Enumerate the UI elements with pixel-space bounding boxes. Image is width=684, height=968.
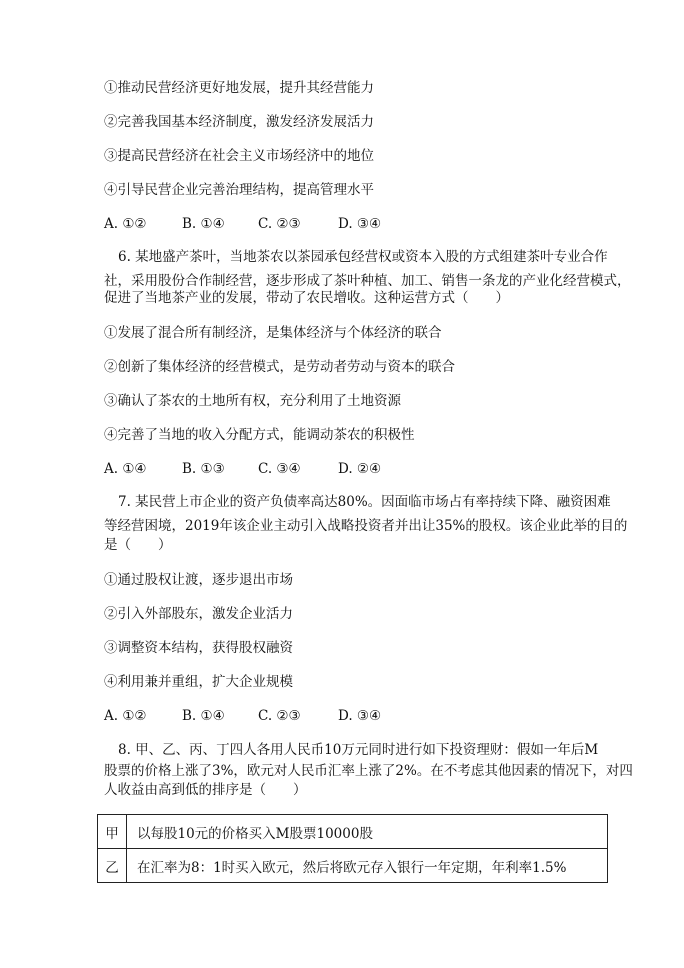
q6-options [104,460,381,478]
q5-option-b: B. ①④ [182,216,225,232]
q8-stem-line-2: 股票的价格上涨了3%，欧元对人民币汇率上涨了2%。在不考虑其他因素的情况下，对四 [104,763,633,779]
q6-option-a: A. ①④ [104,461,147,477]
q7-stem-line-3: 是（ ） [104,537,172,553]
q6-stem-line-3: 促进了当地茶产业的发展，带动了农民增收。这种运营方式（ ） [104,290,509,306]
q5-option-c: C. ②③ [258,216,301,232]
q7-option-d: D. ③④ [338,708,382,724]
investor-cell: 甲 [98,815,127,849]
investor-cell: 乙 [98,849,127,883]
q7-statement-1: ①通过股权让渡，逐步退出市场 [104,572,293,588]
q5-statement-1: ①推动民营经济更好地发展，提升其经营能力 [104,80,374,96]
investment-description-cell: 以每股10元的价格买入M股票10000股 [127,815,608,849]
q8-investment-table [97,814,608,883]
q5-option-a: A. ①② [104,216,147,232]
q7-stem-line-1: 7. 某民营上市企业的资产负债率高达80%。因面临市场占有率持续下降、融资困难 [118,494,611,510]
q5-statement-4: ④引导民营企业完善治理结构，提高管理水平 [104,182,374,198]
q7-option-b: B. ①④ [182,708,225,724]
q6-statement-3: ③确认了茶农的土地所有权，充分利用了土地资源 [104,393,401,409]
q6-option-b: B. ①③ [182,461,225,477]
q5-options [104,215,381,233]
q6-statement-2: ②创新了集体经济的经营模式，是劳动者劳动与资本的联合 [104,359,455,375]
table-row [98,849,608,883]
table-row [98,815,608,849]
q5-statement-3: ③提高民营经济在社会主义市场经济中的地位 [104,148,374,164]
q6-option-c: C. ③④ [258,461,301,477]
q5-option-d: D. ③④ [338,216,382,232]
q8-stem-line-1: 8. 甲、乙、丙、丁四人各用人民币10万元同时进行如下投资理财：假如一年后M [118,742,599,758]
q7-option-c: C. ②③ [258,708,301,724]
q7-statement-4: ④利用兼并重组，扩大企业规模 [104,674,293,690]
q6-stem-line-2: 社，采用股份合作制经营，逐步形成了茶叶种植、加工、销售一条龙的产业化经营模式， [104,273,631,289]
q6-stem-line-1: 6. 某地盛产茶叶，当地茶农以茶园承包经营权或资本入股的方式组建茶叶专业合作 [118,249,608,265]
q7-statement-3: ③调整资本结构，获得股权融资 [104,640,293,656]
q5-statement-2: ②完善我国基本经济制度，激发经济发展活力 [104,114,374,130]
q7-options [104,707,381,725]
q6-option-d: D. ②④ [338,461,382,477]
q6-statement-1: ①发展了混合所有制经济，是集体经济与个体经济的联合 [104,325,442,341]
q7-statement-2: ②引入外部股东，激发企业活力 [104,606,293,622]
investment-description-cell: 在汇率为8：1时买入欧元，然后将欧元存入银行一年定期，年利率1.5% [127,849,608,883]
q8-stem-line-3: 人收益由高到低的排序是（ ） [104,782,307,798]
q6-statement-4: ④完善了当地的收入分配方式，能调动茶农的积极性 [104,427,415,443]
q7-stem-line-2: 等经营困境，2019年该企业主动引入战略投资者并出让35%的股权。该企业此举的目的 [104,518,628,534]
q7-option-a: A. ①② [104,708,147,724]
